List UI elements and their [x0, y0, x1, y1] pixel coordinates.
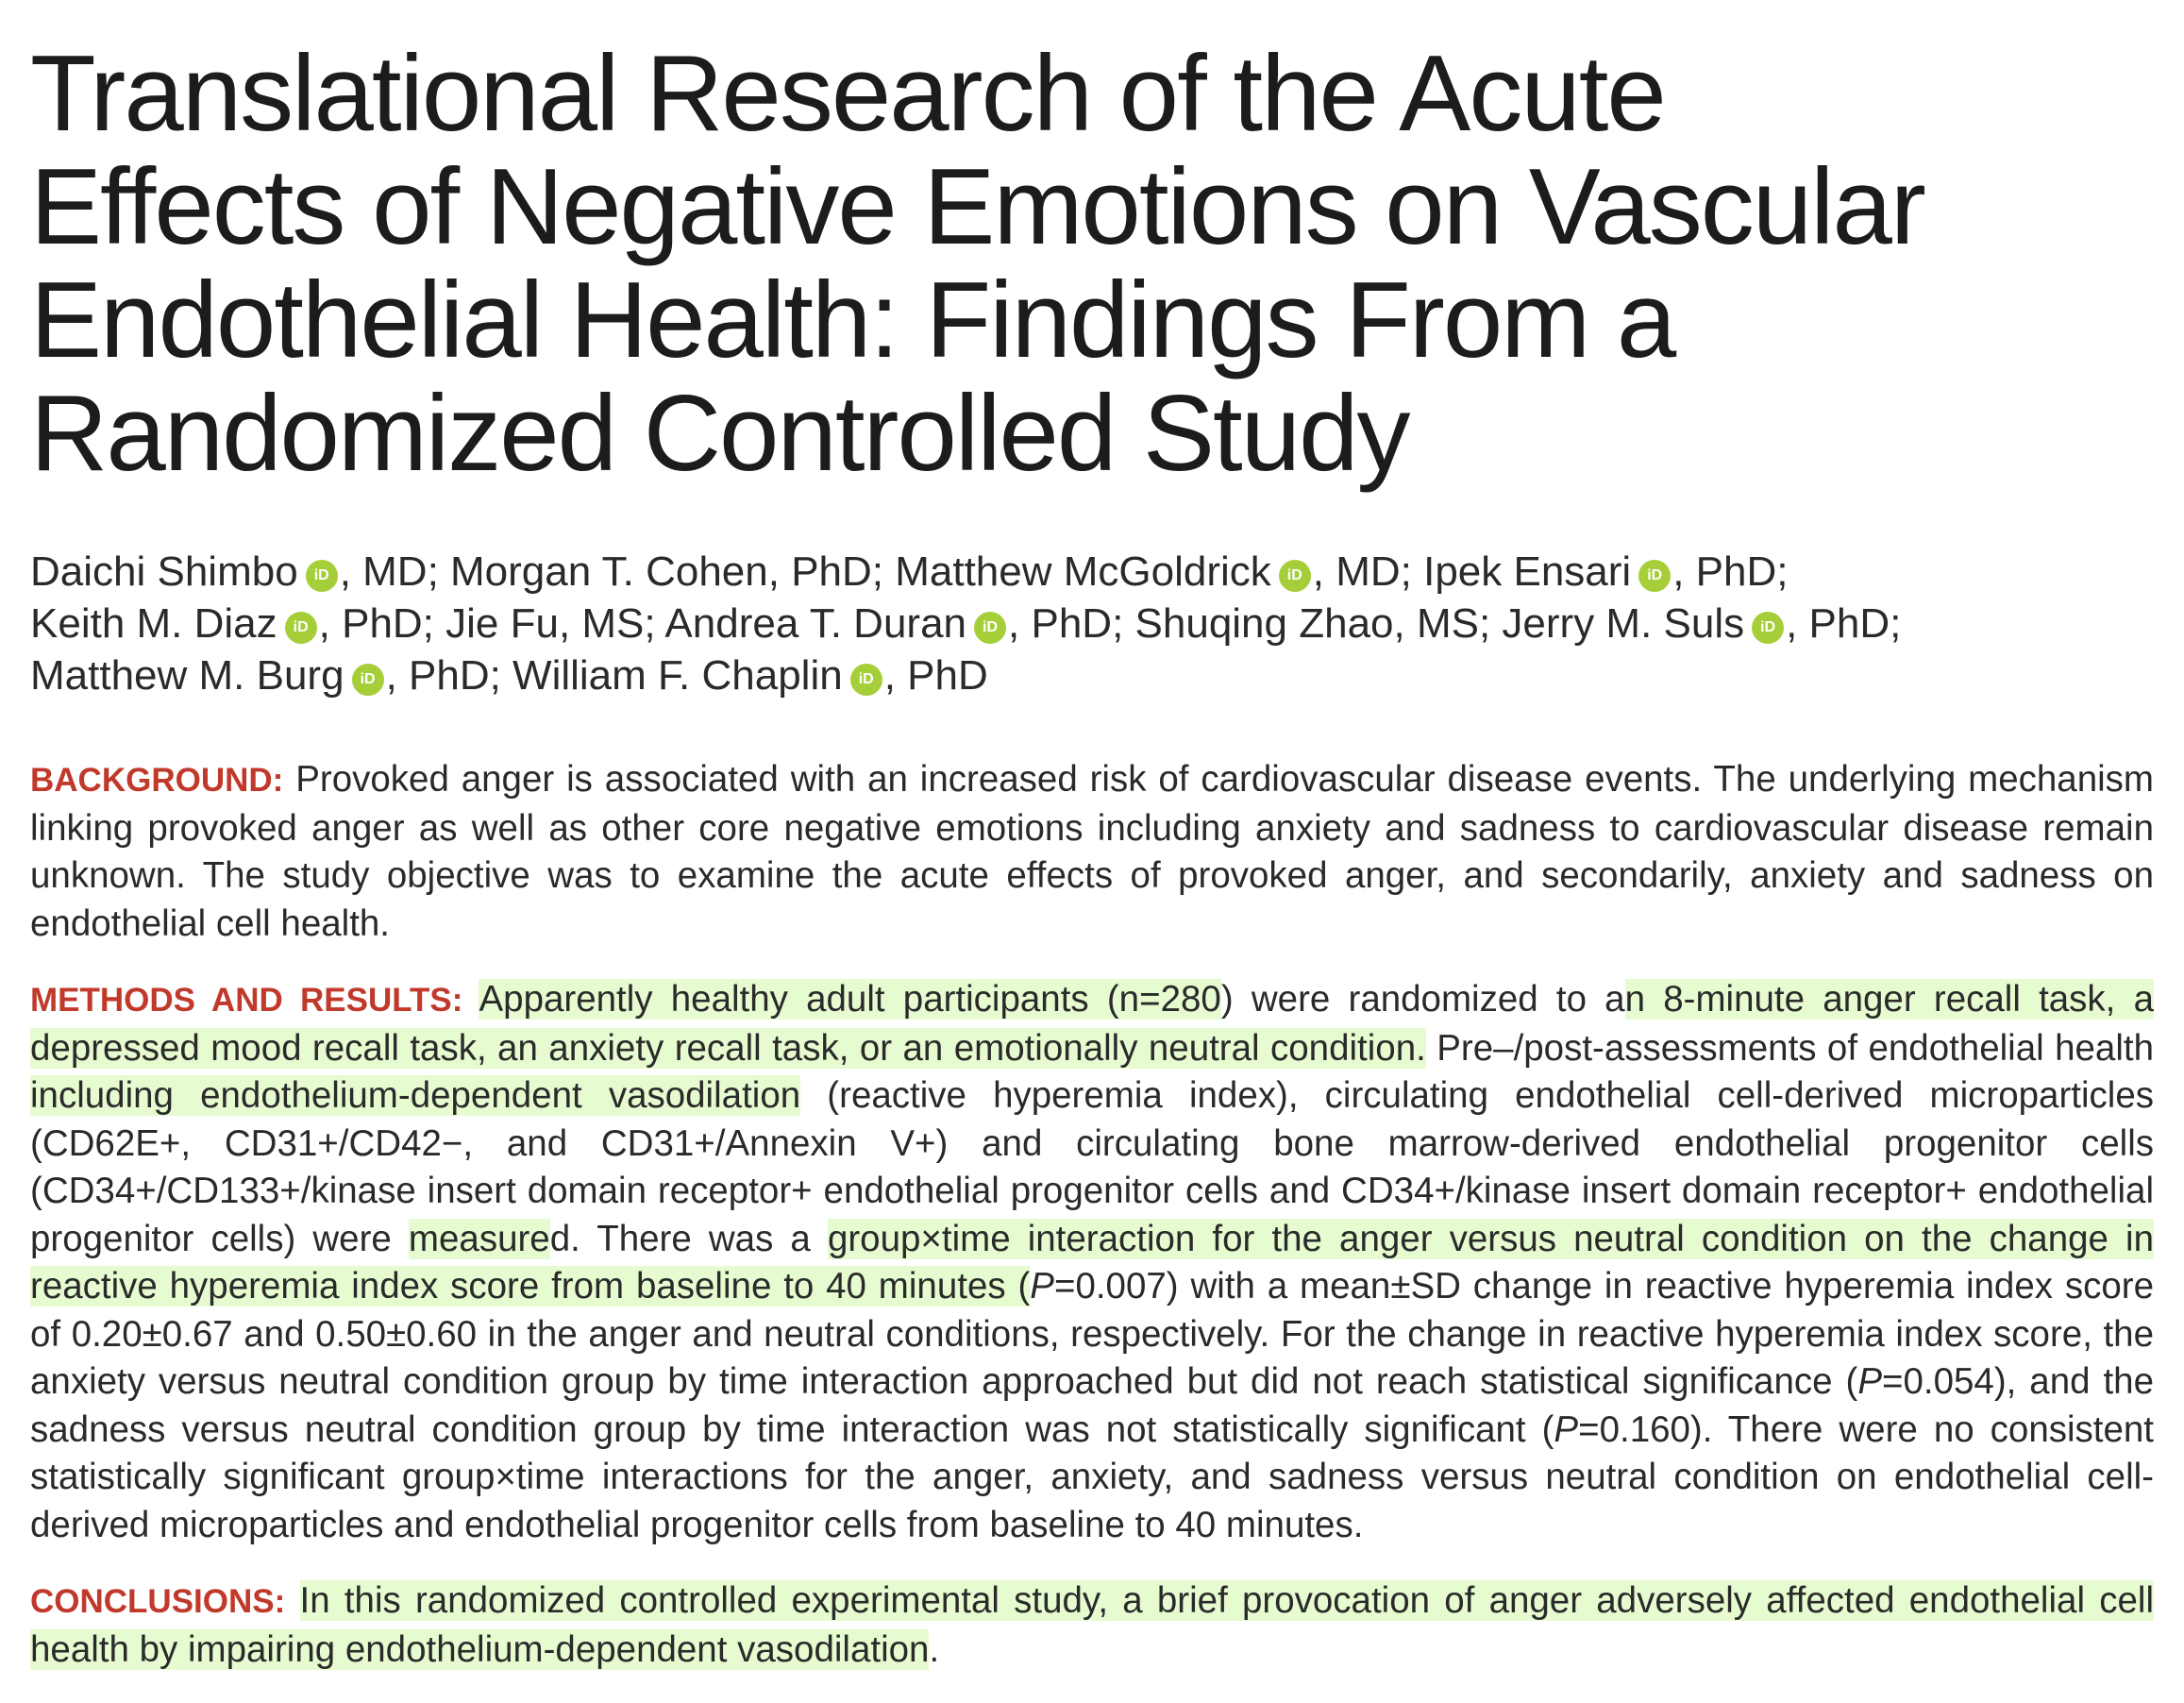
author-line: [30, 598, 2154, 649]
title-line: Randomized Controlled Study: [30, 374, 1409, 494]
orcid-icon[interactable]: iD: [352, 664, 384, 696]
article-page: [30, 34, 2155, 1702]
text-run: .: [929, 1628, 940, 1670]
orcid-icon[interactable]: iD: [974, 612, 1006, 644]
text-run: P: [1030, 1266, 1054, 1307]
text-run: (reactive hyperemia index), circulating endothelial cell-derived microparticles (CD62E+, CD31+/CD42−, and CD31+/Annexin V+) and circulating bone marrow-derived endothelial progenitor cells (CD34+/CD133+/kinase insert domain receptor+ endothelial progenitor cells and CD34+/kinase insert domain receptor+ endothelial progenitor cells) were: [30, 1075, 2154, 1259]
title-line: Translational Research of the Acute: [30, 34, 1665, 154]
orcid-icon[interactable]: iD: [306, 560, 338, 592]
abstract-conclusions: [30, 1577, 2154, 1674]
orcid-icon[interactable]: iD: [285, 612, 317, 644]
section-label: METHODS AND RESULTS:: [30, 982, 463, 1019]
text-run: d. There was a: [549, 1218, 828, 1259]
highlighted-text: measure: [408, 1218, 550, 1259]
section-label: BACKGROUND:: [30, 762, 284, 799]
highlighted-text: n 8-minute anger recall task, a depressed mood recall task, an anxiety recall task, or an emotionally neutral condition.: [30, 979, 2154, 1069]
author-text: , MD; Morgan T. Cohen, PhD; Matthew McGoldrick: [339, 548, 1271, 595]
author-text: , PhD: [883, 652, 988, 699]
author-text: , PhD; Jie Fu, MS; Andrea T. Duran: [318, 600, 967, 647]
highlighted-text: In this randomized controlled experimental study, a brief provocation of anger adversely affected endothelial cell health by impairing endothelium-dependent vasodilation: [30, 1580, 2154, 1670]
author-text: , MD; Ipek Ensari: [1312, 548, 1632, 595]
text-run: =0.160). There were no consistent statistically significant group×time interactions for the anger, anxiety, and sadness versus neutral condition on endothelial cell-derived microparticles and endothelial progenitor cells from baseline to 40 minutes.: [30, 1408, 2155, 1545]
orcid-icon[interactable]: iD: [1638, 560, 1671, 592]
abstract-methods-results: [30, 976, 2154, 1549]
title-line: Endothelial Health: Findings From a: [30, 261, 1675, 380]
author-name: Daichi Shimbo: [30, 548, 298, 595]
section-text: Provoked anger is associated with an increased risk of cardiovascular disease events. The underlying mechanism linking provoked anger as well as other core negative emotions including anxiety and sadness to cardiovascular disease remain unknown. The study objective was to examine the acute effects of provoked anger, and secondarily, anxiety and sadness on endothelial cell health.: [30, 759, 2154, 944]
section-label: CONCLUSIONS:: [30, 1583, 286, 1620]
text-run: ) were randomized to a: [1220, 979, 1625, 1020]
author-name: Keith M. Diaz: [30, 600, 277, 647]
article-title: [30, 34, 2154, 494]
abstract: [30, 756, 2154, 1674]
orcid-icon[interactable]: iD: [1279, 560, 1311, 592]
orcid-icon[interactable]: iD: [850, 664, 882, 696]
section-text: [30, 1580, 2154, 1670]
author-text: , PhD; Shuqing Zhao, MS; Jerry M. Suls: [1008, 600, 1745, 647]
text-run: =0.054), and the sadness versus neutral condition group by time interaction was not statistically significant (: [30, 1361, 2154, 1450]
author-text: , PhD;: [1672, 548, 1789, 595]
author-text: , PhD;: [1786, 600, 1902, 647]
highlighted-text: including endothelium-dependent vasodilation: [30, 1075, 801, 1116]
text-run: =0.007) with a mean±SD change in reactive hyperemia index score of 0.20±0.67 and 0.50±0.60 in the anger and neutral conditions, respectively. For the change in reactive hyperemia index score, the anxiety versus neutral condition group by time interaction approached but did not reach statistical significance (: [30, 1266, 2154, 1402]
highlighted-text: Apparently healthy adult participants (n=280: [479, 979, 1221, 1020]
author-line: [30, 649, 2154, 701]
text-run: P: [1857, 1361, 1882, 1402]
abstract-background: [30, 756, 2154, 948]
author-text: , PhD; William F. Chaplin: [385, 652, 843, 699]
text-run: Pre–/post-assessments of endothelial health: [1425, 1027, 2155, 1069]
title-line: Effects of Negative Emotions on Vascular: [30, 147, 1924, 267]
author-list: [30, 546, 2154, 701]
text-run: P: [1554, 1408, 1579, 1450]
highlighted-text: group×time interaction for the anger versus neutral condition on the change in reactive hyperemia index score from baseline to 40 minutes (: [30, 1218, 2154, 1307]
orcid-icon[interactable]: iD: [1752, 612, 1784, 644]
author-name: Matthew M. Burg: [30, 652, 344, 699]
author-line: [30, 546, 2154, 598]
section-text: [30, 979, 2154, 1545]
